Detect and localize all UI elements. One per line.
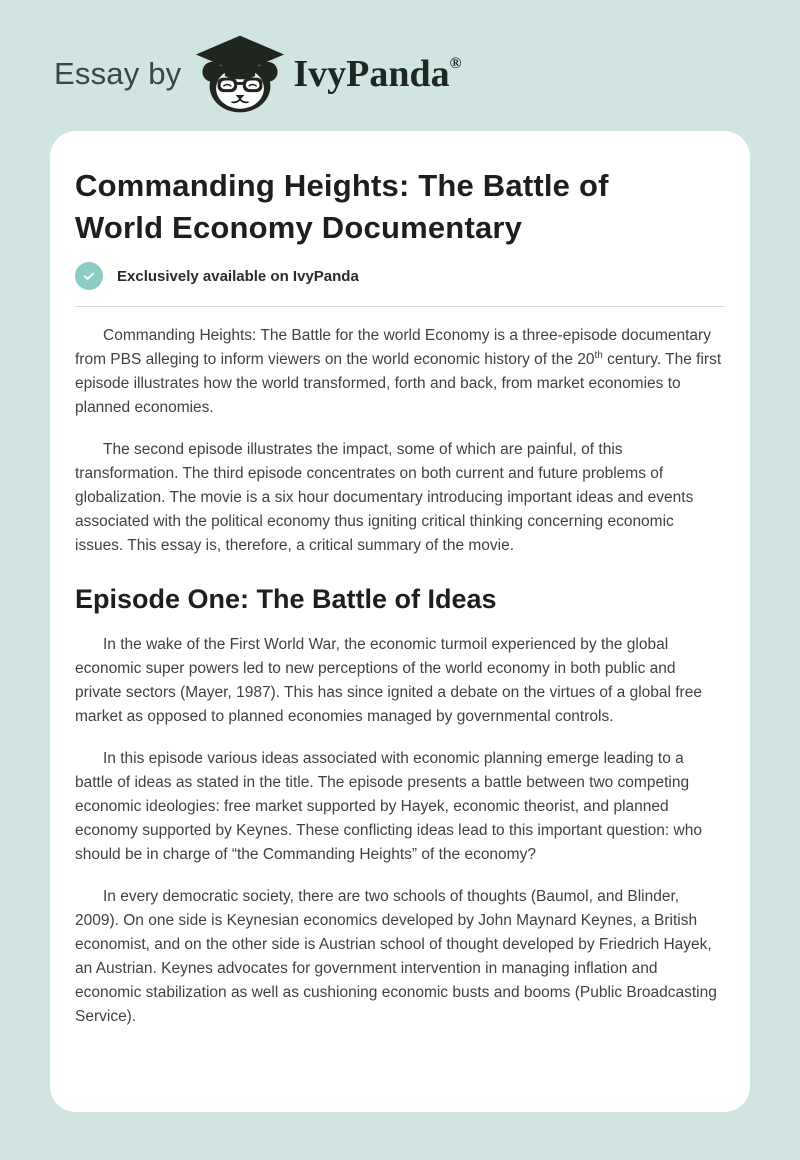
brand-wordmark[interactable] [293, 55, 461, 93]
check-icon [75, 262, 103, 290]
brand-name: IvyPanda [293, 53, 450, 95]
availability-badge [75, 262, 725, 290]
essay-title: Commanding Heights: The Battle of World Economy Documentary [75, 168, 609, 245]
site-header [0, 0, 800, 114]
registered-trademark-symbol: ® [449, 55, 462, 72]
availability-badge-label: Exclusively available on IvyPanda [117, 267, 359, 285]
essay-body [75, 324, 725, 1029]
divider [75, 306, 725, 307]
ordinal-superscript: th [594, 349, 603, 361]
intro-paragraph-2: The second episode illustrates the impact, some of which are painful, of this transformation. The third episode concentrates on both current and future problems of globalization. The movie is a six hour documentary introducing important ideas and events associated with the political economy thus igniting critical thinking concerning economic issues. This essay is, therefore, a critical summary of the movie. [75, 441, 694, 554]
ivypanda-logo-icon[interactable] [193, 34, 287, 114]
essay-by-label: Essay by [54, 56, 182, 91]
essay-card [50, 131, 750, 1112]
section-paragraph-3: In every democratic society, there are two schools of thoughts (Baumol, and Blinder, 2009). On one side is Keynesian economics developed by John Maynard Keynes, a British economist, and on the other side is Austrian school of thought developed by Friedrich Hayek, an Austrian. Keynes advocates for government intervention in managing inflation and economic stabilization as well as cushioning economic busts and booms (Public Broadcasting Service). [75, 888, 717, 1025]
section-heading: Episode One: The Battle of Ideas [75, 584, 497, 614]
section-paragraph-2: In this episode various ideas associated with economic planning emerge leading to a battle of ideas as stated in the title. The episode presents a battle between two competing economic ideologies: free market supported by Hayek, economic theorist, and planned economy supported by Keynes. These conflicting ideas lead to this important question: who should be in charge of “the Commanding Heights” of the economy? [75, 750, 702, 863]
intro-paragraph-1: Commanding Heights: The Battle for the world Economy is a three-episode documentary from PBS alleging to inform viewers on the world economic history of the 20th century. The first episode illustrates how the world transformed, forth and back, from market economies to planned economies. [75, 327, 722, 416]
section-paragraph-1: In the wake of the First World War, the economic turmoil experienced by the global economic super powers led to new perceptions of the world economy in both public and private sectors (Mayer, 1987). This has since ignited a debate on the virtues of a global free market as opposed to planned economies managed by governmental controls. [75, 636, 702, 725]
